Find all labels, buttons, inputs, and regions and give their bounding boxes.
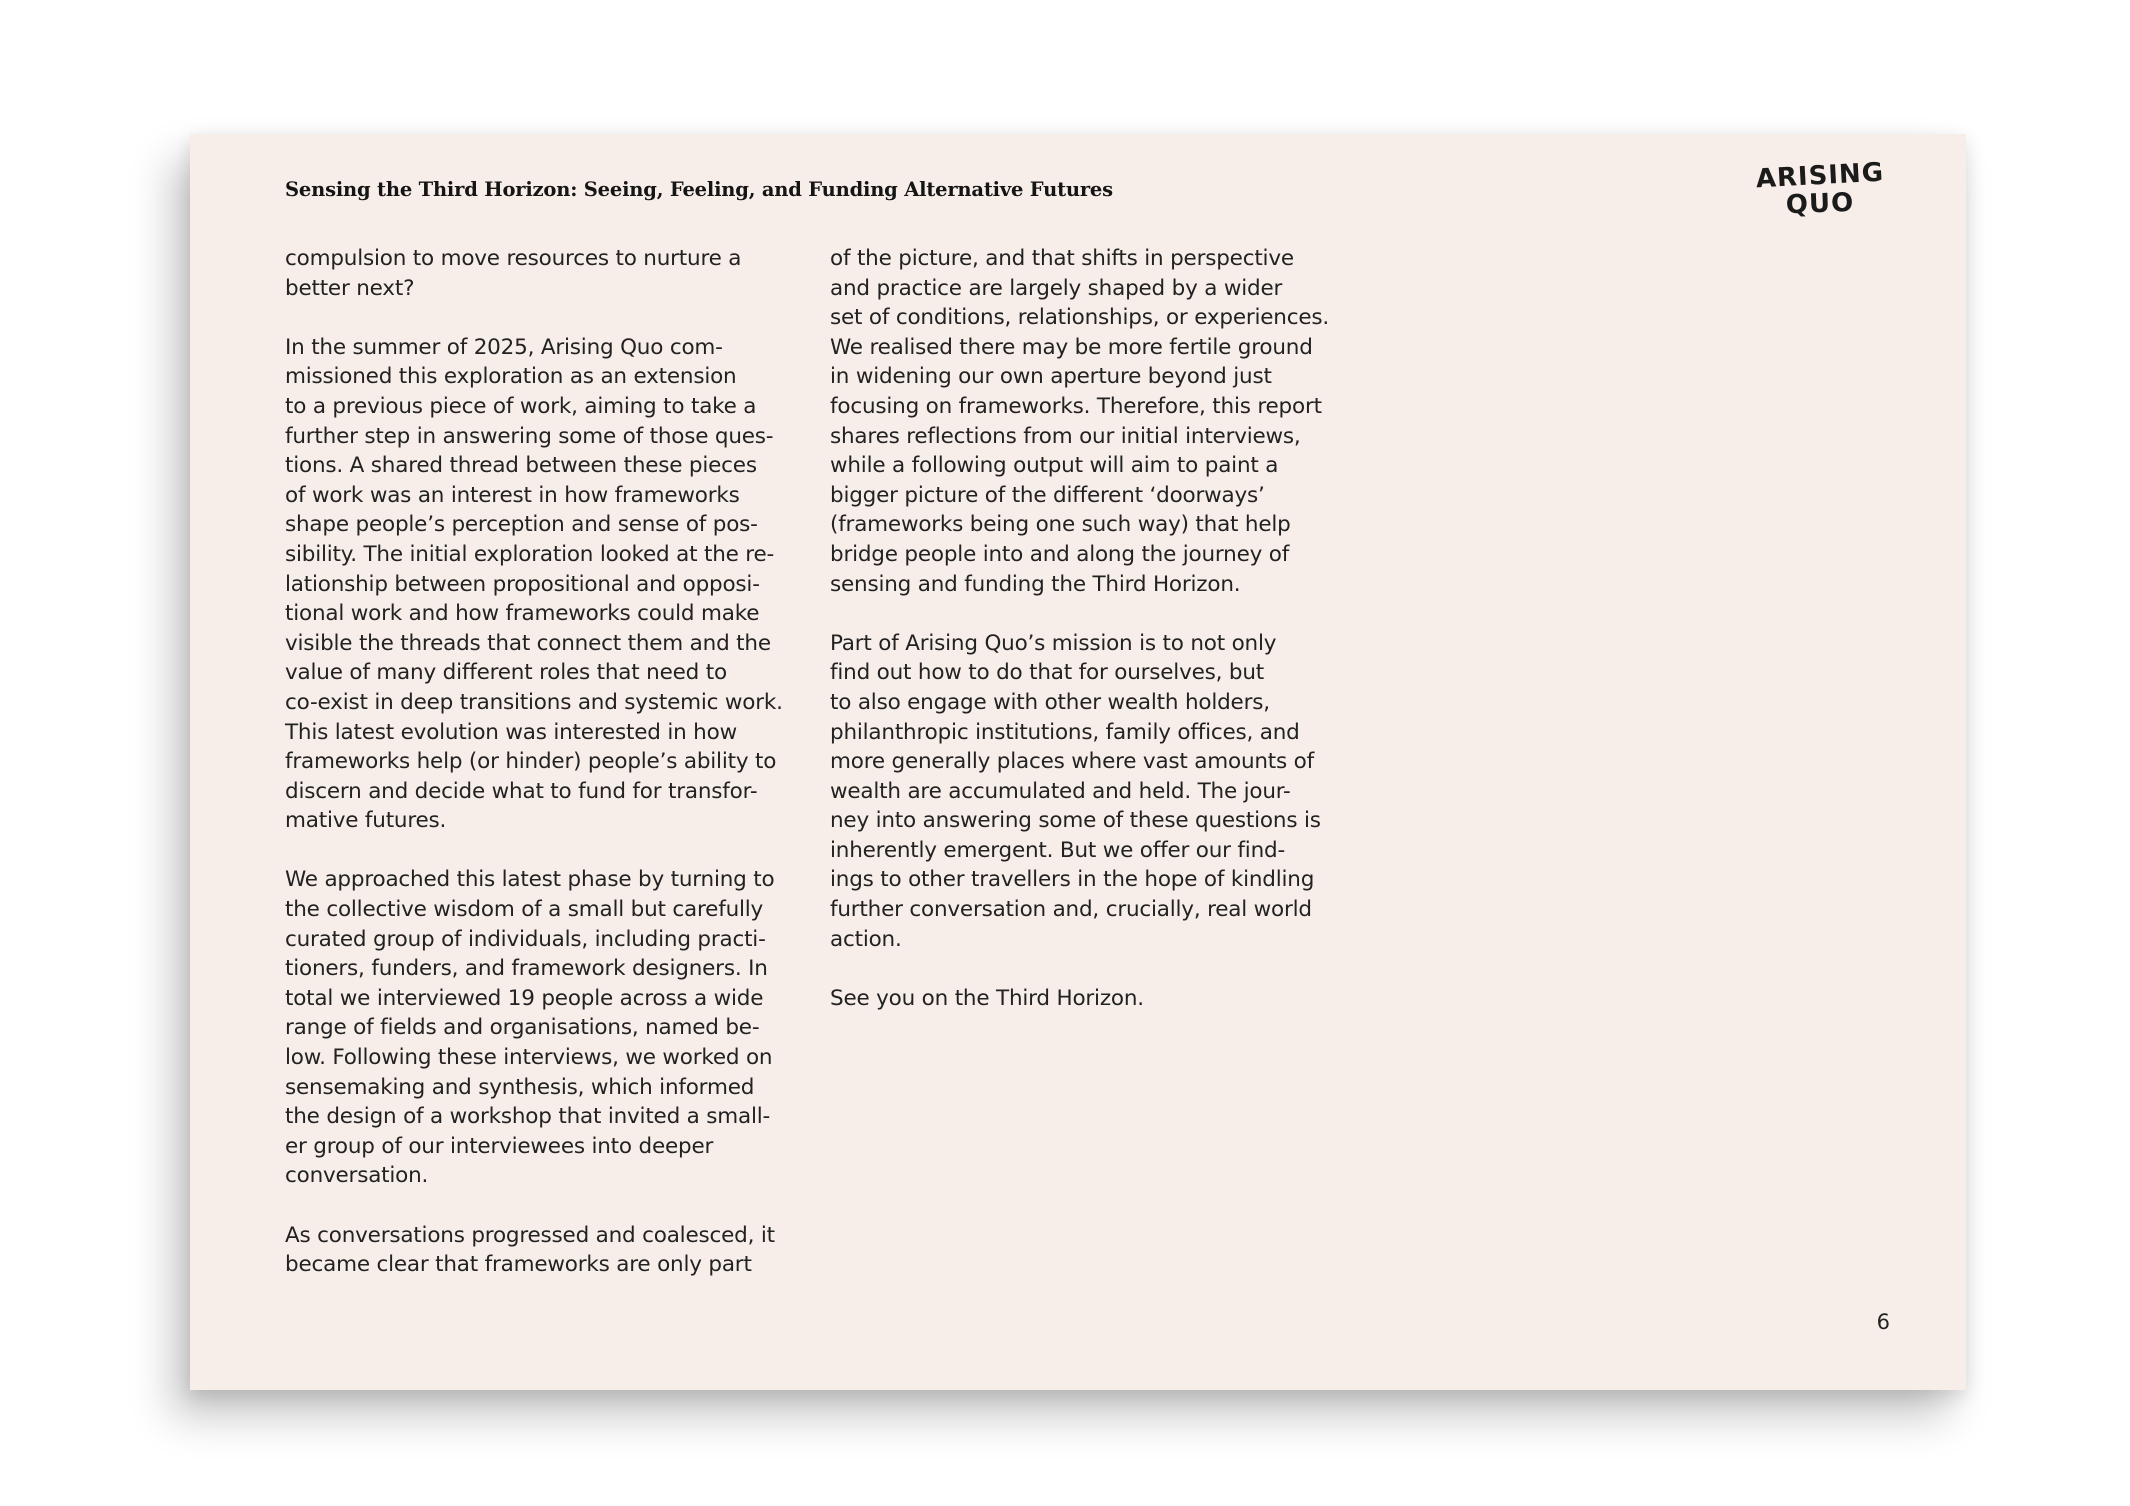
paragraph: compulsion to move resources to nurture a better next? (285, 246, 742, 301)
paragraph: Part of Arising Quo’s mission is to not only find out how to do that for ourselves, but to also engage with other wealth holders, philanthropic institutions, family offices, and more generally places where vast amounts of wealth are accumulated and held. The jour- ney into answering some of these questions is inherently emergent. But we offer our find- ings to other travellers in the hope of kindling further conversation and, crucially, real world action. (830, 630, 1321, 952)
paragraph: As conversations progressed and coalesced, it became clear that frameworks are only part (285, 1222, 775, 1278)
running-header-title: Sensing the Third Horizon: Seeing, Feeling, and Funding Alternative Futures (285, 178, 1113, 201)
paragraph: of the picture, and that shifts in perspective and practice are largely shaped by a wider set of conditions, relationships, or experiences. We realised there may be more fertile ground in widening our own aperture beyond just focusing on frameworks. Therefore, this report shares reflections from our initial interviews, while a following output will aim to paint a bigger picture of the different ‘doorways’ (frameworks being one such way) that help bridge people into and along the journey of sensing and funding the Third Horizon. (830, 246, 1329, 597)
body-column-right (830, 244, 1330, 1043)
page-number: 6 (1876, 1310, 1890, 1334)
arising-quo-logo (1750, 157, 1890, 221)
body-column-left (285, 244, 785, 1309)
logo-line-1: ARISING (1755, 157, 1885, 195)
paragraph: In the summer of 2025, Arising Quo com- missioned this exploration as an extension to a previous piece of work, aiming to take a further step in answering some of those ques- tions. A shared thread between these pieces of work was an interest in how frameworks shape people’s perception and sense of pos- sibility. The initial exploration looked at the re- lationship between propositional and opposi- tional work and how frameworks could make visible the threads that connect them and the value of many different roles that need to co-exist in deep transitions and systemic work. This latest evolution was interested in how frameworks help (or hinder) people’s ability to discern and decide what to fund for transfor- mative futures. (285, 334, 783, 834)
logo-line-2: QUO (1785, 187, 1855, 221)
paragraph: See you on the Third Horizon. (830, 985, 1144, 1011)
document-page (190, 134, 1966, 1390)
paragraph: We approached this latest phase by turning to the collective wisdom of a small but carefully curated group of individuals, including practi- tioners, funders, and framework designers. In total we interviewed 19 people across a wide range of fields and organisations, named be- low. Following these interviews, we worked on sensemaking and synthesis, which informed the design of a workshop that invited a small- er group of our interviewees into deeper conversation. (285, 867, 775, 1189)
